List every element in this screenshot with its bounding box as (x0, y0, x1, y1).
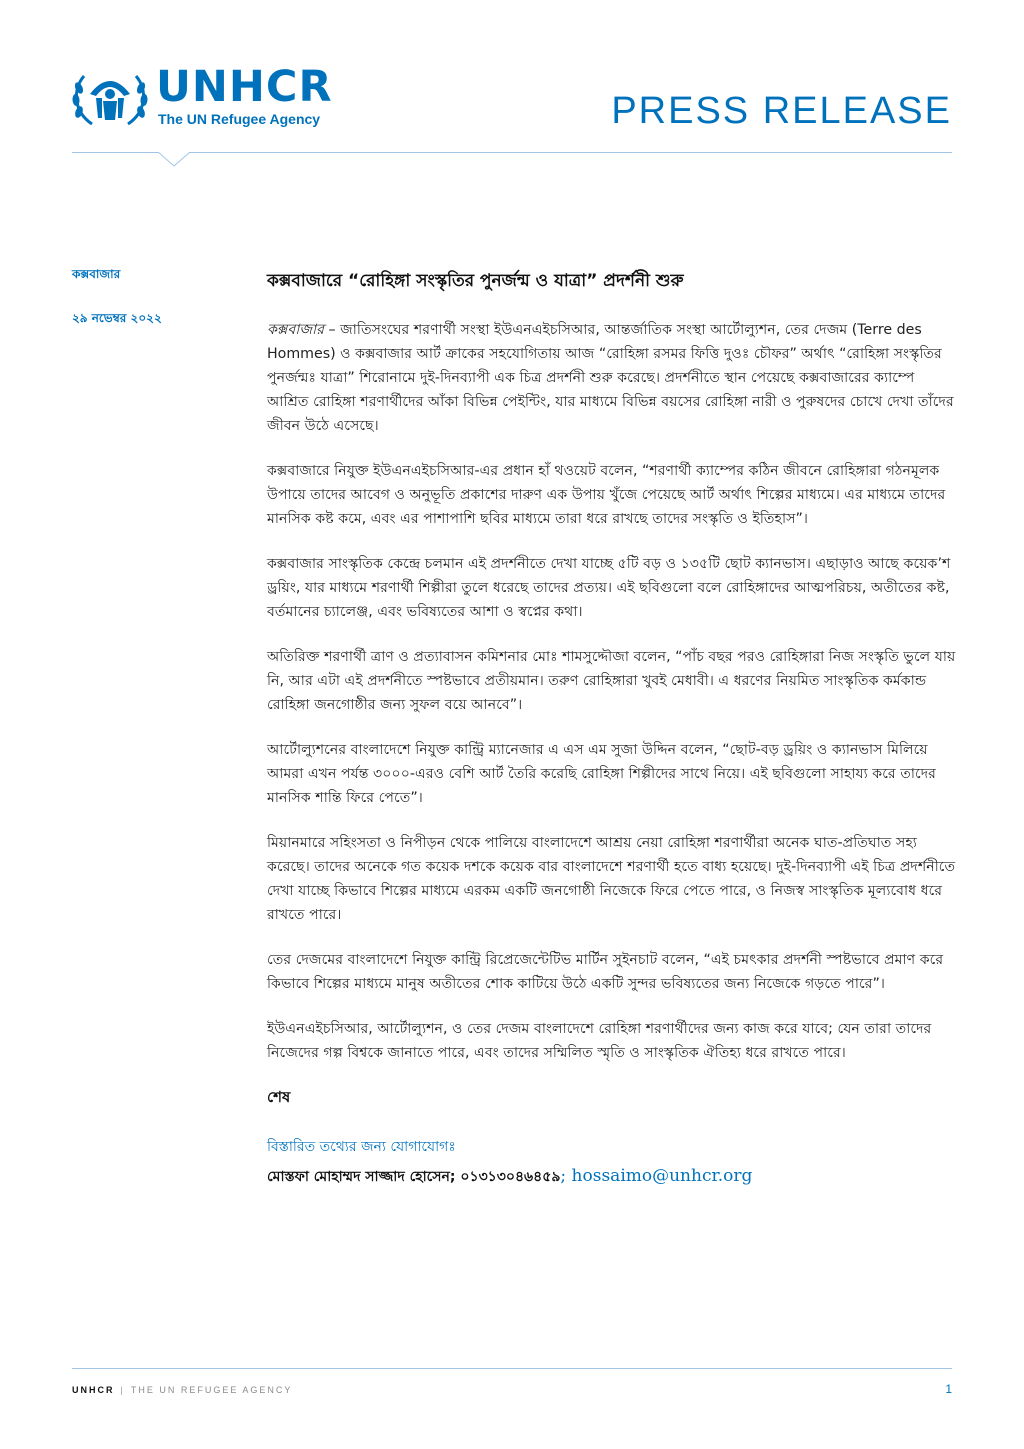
logo-wordmark: UNHCR (156, 62, 333, 112)
header-notch (158, 145, 190, 167)
unhcr-logo (70, 64, 360, 132)
header-divider (72, 152, 952, 153)
footer-divider (72, 1368, 952, 1369)
press-release-heading: PRESS RELEASE (611, 90, 952, 132)
paragraph-1-lead: কক্সবাজার (267, 322, 324, 338)
press-release-body (267, 318, 957, 1189)
unhcr-emblem-icon (70, 64, 150, 130)
end-mark: শেষ (267, 1088, 291, 1106)
contact-line (267, 1165, 957, 1189)
logo-tagline: The UN Refugee Agency (158, 111, 321, 127)
page-number: 1 (945, 1382, 952, 1396)
paragraph-1-text: – জাতিসংঘের শরণার্থী সংস্থা ইউএনএইচসিআর, আন্তর্জাতিক সংস্থা আর্টোল্যুশন, তের দেজম (Terre des Hommes) ও কক্সবাজার আর্ট ক্রাকের সহযোগিতায় আজ “রোহিঙ্গা রসমর ফিত্তি দুওঃ চৌফর” অর্থাৎ “রোহিঙ্গা সংস্কৃতির পুনর্জন্মঃ যাত্রা” শিরোনামে দুই-দিনব্যাপী এক চিত্র প্রদর্শনী শুরু করেছে। প্রদর্শনীতে স্থান পেয়েছে কক্সবাজারের ক্যাম্পে আশ্রিত রোহিঙ্গা শরণার্থীদের আঁকা বিভিন্ন পেইন্টিং, যার মাধ্যমে বিভিন্ন বয়সের রোহিঙ্গা নারী ও পুরুষদের চোখে দেখা তাঁদের জীবন উঠে এসেছে। (267, 322, 954, 434)
paragraph-8: ইউএনএইচসিআর, আর্টোল্যুশন, ও তের দেজম বাংলাদেশে রোহিঙ্গা শরণার্থীদের জন্য কাজ করে যাবে; যেন তারা তাদের নিজেদের গল্প বিশ্বকে জানাতে পারে, এবং তাদের সম্মিলিত স্মৃতি ও সাংস্কৃতিক ঐতিহ্য ধরে রাখতে পারে। (267, 1021, 932, 1061)
paragraph-5: আর্টোল্যুশনের বাংলাদেশে নিযুক্ত কান্ট্রি ম্যানেজার এ এস এম সুজা উদ্দিন বলেন, “ছোট-বড় ড্রয়িং ও ক্যানভাস মিলিয়ে আমরা এখন পর্যন্ত ৩০০০-এরও বেশি আর্ট তৈরি করেছি রোহিঙ্গা শিল্পীদের সাথে নিয়ে। এই ছবিগুলো সাহায্য করে তাদের মানসিক শান্তি ফিরে পেতে”। (267, 742, 936, 806)
dateline-location: কক্সবাজার (72, 267, 121, 281)
contact-heading: বিস্তারিত তথ্যের জন্য যোগাযোগঃ (267, 1139, 456, 1155)
paragraph-2: কক্সবাজারে নিযুক্ত ইউএনএইচসিআর-এর প্রধান হাঁ থওয়েট বলেন, “শরণার্থী ক্যাম্পের কঠিন জীবনে রোহিঙ্গারা গঠনমূলক উপায়ে তাদের আবেগ ও অনুভূতি প্রকাশের দারুণ এক উপায় খুঁজে পেয়েছে আর্ট অর্থাৎ শিল্পের মাধ্যমে। এর মাধ্যমে তাদের মানসিক কষ্ট কমে, এবং এর পাশাপাশি ছবির মাধ্যমে তারা ধরে রাখছে তাদের সংস্কৃতি ও ইতিহাস”। (267, 463, 946, 527)
contact-email-link[interactable]: hossaimo@unhcr.org (571, 1166, 753, 1186)
contact-separator: ; (560, 1166, 572, 1186)
paragraph-1 (267, 318, 957, 438)
footer-separator: | (120, 1385, 125, 1395)
press-release-title: কক্সবাজারে “রোহিঙ্গা সংস্কৃতির পুনর্জন্ম ও যাত্রা” প্রদর্শনী শুরু (267, 271, 684, 291)
paragraph-3: কক্সবাজার সাংস্কৃতিক কেন্দ্রে চলমান এই প্রদর্শনীতে দেখা যাচ্ছে ৫টি বড় ও ১৩৫টি ছোট ক্যানভাস। এছাড়াও আছে কয়েক’শ ড্রয়িং, যার মাধ্যমে শরণার্থী শিল্পীরা তুলে ধরেছে তাদের প্রত্যয়। এই ছবিগুলো বলে রোহিঙ্গাদের আত্মপরিচয়, অতীতের কষ্ট, বর্তমানের চ্যালেঞ্জ, এবং ভবিষ্যতের আশা ও স্বপ্নের কথা। (267, 556, 951, 620)
paragraph-7: তের দেজমের বাংলাদেশে নিযুক্ত কান্ট্রি রিপ্রেজেন্টেটিভ মার্টিন সুইনচাট বলেন, “এই চমৎকার প্রদর্শনী স্পষ্টভাবে প্রমাণ করে কিভাবে শিল্পের মাধ্যমে মানুষ অতীতের শোক কাটিয়ে উঠে একটি সুন্দর ভবিষ্যতের জন্য নিজেকে গড়তে পারে”। (267, 952, 944, 992)
footer-org: UNHCR (72, 1385, 115, 1395)
paragraph-4: অতিরিক্ত শরণার্থী ত্রাণ ও প্রত্যাবাসন কমিশনার মোঃ শামসুদ্দৌজা বলেন, “পাঁচ বছর পরও রোহিঙ্গারা নিজ সংস্কৃতি ভুলে যায় নি, আর এটা এই প্রদর্শনীতে স্পষ্টভাবে প্রতীয়মান। তরুণ রোহিঙ্গারা খুবই মেধাবী। এ ধরণের নিয়মিত সাংস্কৃতিক কর্মকান্ড রোহিঙ্গা জনগোষ্ঠীর জন্য সুফল বয়ে আনবে”। (267, 649, 956, 713)
paragraph-6: মিয়ানমারে সহিংসতা ও নিপীড়ন থেকে পালিয়ে বাংলাদেশে আশ্রয় নেয়া রোহিঙ্গা শরণার্থীরা অনেক ঘাত-প্রতিঘাত সহ্য করেছে। তাদের অনেকে গত কয়েক দশকে কয়েক বার বাংলাদেশে শরণার্থী হতে বাধ্য হয়েছে। দুই-দিনব্যাপী এই চিত্র প্রদর্শনীতে দেখা যাচ্ছে কিভাবে শিল্পের মাধ্যমে এরকম একটি জনগোষ্ঠী নিজেকে ফিরে পেতে পারে, ও নিজস্ব সাংস্কৃতিক মূল্যবোধ ধরে রাখতে পারে। (267, 835, 956, 923)
dateline-date: ২৯ নভেম্বর ২০২২ (72, 311, 162, 325)
footer-agency: THE UN REFUGEE AGENCY (130, 1385, 293, 1395)
footer-brand (72, 1385, 292, 1395)
contact-name-phone: মোস্তফা মোহাম্মদ সাজ্জাদ হোসেন; ০১৩১৩০৪৬৪৫৯ (267, 1169, 561, 1185)
